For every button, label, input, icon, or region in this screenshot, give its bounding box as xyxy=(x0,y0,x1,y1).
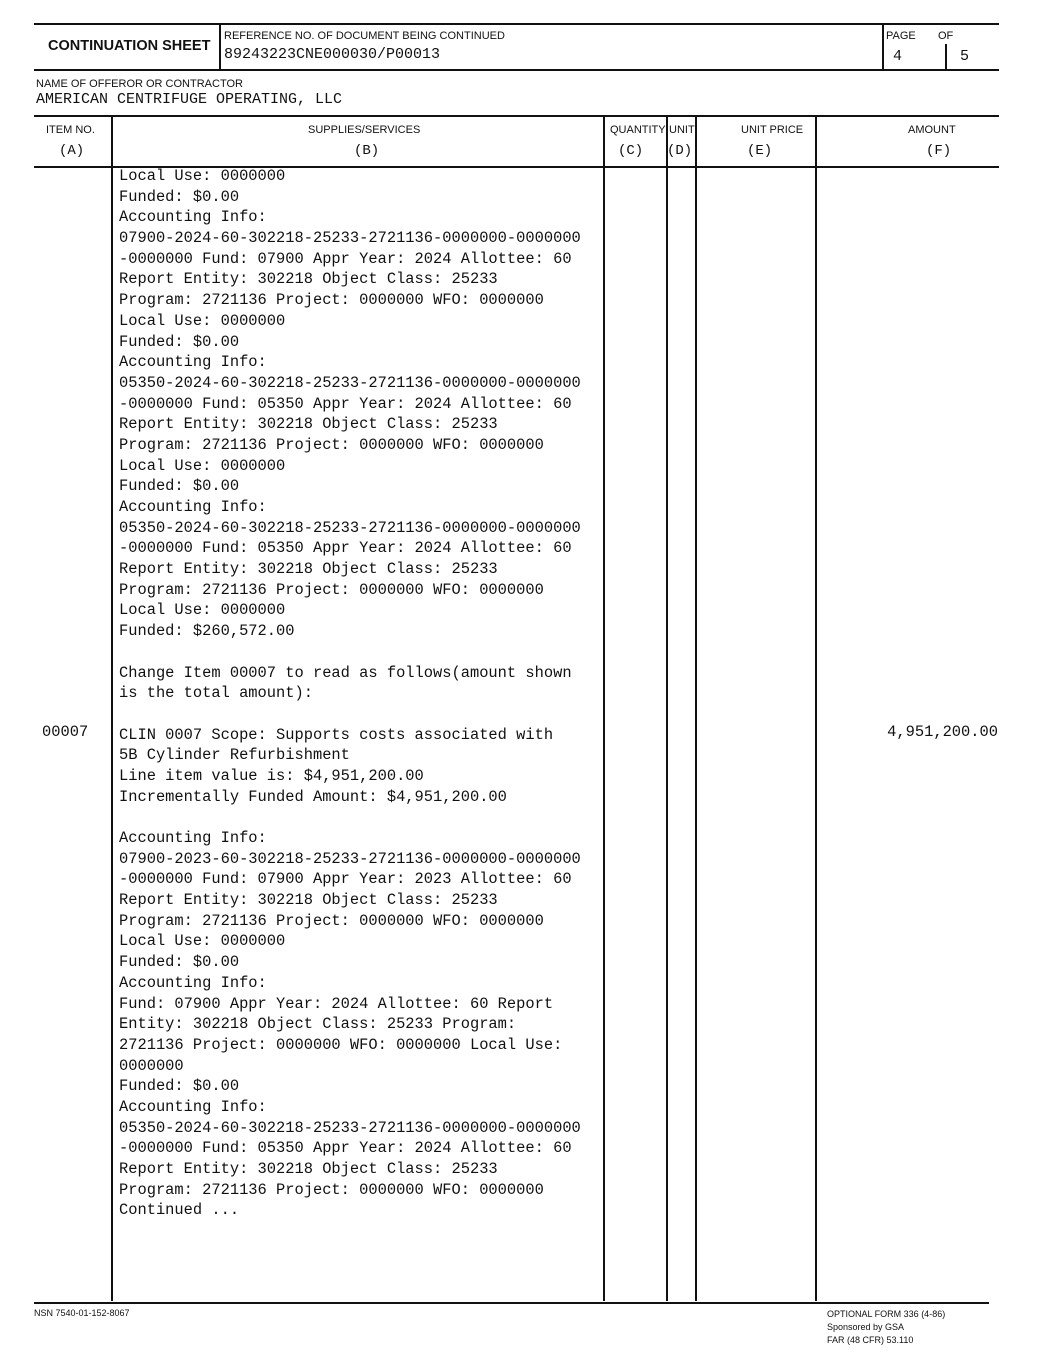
body-line: Funded: $0.00 xyxy=(119,1077,240,1096)
body-line: Funded: $260,572.00 xyxy=(119,622,295,641)
supplies-services-text xyxy=(119,166,581,1221)
body-line: Accounting Info: xyxy=(119,973,267,992)
body-line: Program: 2721136 Project: 0000000 WFO: 0000000 xyxy=(119,580,544,599)
body-line: Local Use: 0000000 xyxy=(119,932,286,951)
reference-number: 89243223CNE000030/P00013 xyxy=(224,46,441,63)
form-sponsor: Sponsored by GSA xyxy=(827,1322,905,1332)
body-line: -0000000 Fund: 05350 Appr Year: 2024 Allottee: 60 xyxy=(119,1139,572,1158)
column-letter-b: (B) xyxy=(354,143,380,159)
body-line: Funded: $0.00 xyxy=(119,332,240,351)
offeror-name: AMERICAN CENTRIFUGE OPERATING, LLC xyxy=(36,91,343,108)
column-letter-d: (D) xyxy=(667,143,693,159)
offeror-label: NAME OF OFFEROR OR CONTRACTOR xyxy=(36,78,243,90)
header-divider-title xyxy=(219,23,221,70)
column-letter-f: (F) xyxy=(926,143,952,159)
body-line: Local Use: 0000000 xyxy=(119,601,286,620)
body-line: -0000000 Fund: 05350 Appr Year: 2024 Allottee: 60 xyxy=(119,394,572,413)
page-label: PAGE xyxy=(886,30,916,42)
body-line: -0000000 Fund: 07900 Appr Year: 2024 Allottee: 60 xyxy=(119,249,572,268)
body-line: is the total amount): xyxy=(119,684,313,703)
page-number: 4 xyxy=(893,48,903,65)
column-header-amount: AMOUNT xyxy=(908,124,956,136)
body-line xyxy=(119,642,581,663)
body-line: Local Use: 0000000 xyxy=(119,167,286,185)
body-line: Program: 2721136 Project: 0000000 WFO: 0000000 xyxy=(119,911,544,930)
column-divider-c-d xyxy=(666,115,668,1301)
column-divider-e-f xyxy=(815,115,817,1301)
column-letter-e: (E) xyxy=(747,143,773,159)
body-line: Program: 2721136 Project: 0000000 WFO: 0000000 xyxy=(119,291,544,310)
body-line: Entity: 302218 Object Class: 25233 Program: xyxy=(119,1015,517,1034)
column-divider-a-b xyxy=(111,115,113,1301)
header-bottom-rule xyxy=(34,69,999,71)
reference-label: REFERENCE NO. OF DOCUMENT BEING CONTINUED xyxy=(224,30,505,42)
form-far-reference: FAR (48 CFR) 53.110 xyxy=(827,1335,914,1345)
body-line: Accounting Info: xyxy=(119,498,267,516)
body-line: 0000000 xyxy=(119,1056,184,1075)
body-line xyxy=(119,704,581,725)
column-header-quantity: QUANTITY xyxy=(610,124,666,136)
of-label: OF xyxy=(938,30,954,42)
body-line: Accounting Info: xyxy=(119,1097,267,1116)
body-line: Funded: $0.00 xyxy=(119,187,240,206)
body-line: Incrementally Funded Amount: $4,951,200.00 xyxy=(119,787,507,806)
header-divider-page xyxy=(882,23,884,70)
body-line: Accounting Info: xyxy=(119,208,267,227)
columns-top-rule xyxy=(34,115,999,117)
body-line: Report Entity: 302218 Object Class: 25233 xyxy=(119,560,498,579)
form-number: OPTIONAL FORM 336 (4-86) xyxy=(827,1309,946,1319)
column-header-unit-price: UNIT PRICE xyxy=(741,124,804,136)
body-line: 05350-2024-60-302218-25233-2721136-0000000-0000000 xyxy=(119,373,581,392)
body-line: 5B Cylinder Refurbishment xyxy=(119,746,350,765)
item-amount: 4,951,200.00 xyxy=(887,723,998,741)
column-letter-a: (A) xyxy=(59,143,85,159)
body-line: Report Entity: 302218 Object Class: 25233 xyxy=(119,270,498,289)
body-line: Accounting Info: xyxy=(119,353,267,372)
column-header-unit: UNIT xyxy=(669,124,695,136)
nsn-number: NSN 7540-01-152-8067 xyxy=(34,1308,130,1318)
body-line: -0000000 Fund: 05350 Appr Year: 2024 Allottee: 60 xyxy=(119,539,572,558)
body-line xyxy=(119,807,581,828)
body-line: 2721136 Project: 0000000 WFO: 0000000 Local Use: xyxy=(119,1035,563,1054)
body-line: Line item value is: $4,951,200.00 xyxy=(119,766,424,785)
body-line: Fund: 07900 Appr Year: 2024 Allottee: 60 Report xyxy=(119,994,554,1013)
column-header-item-no: ITEM NO. xyxy=(46,124,95,136)
body-line: 07900-2023-60-302218-25233-2721136-0000000-0000000 xyxy=(119,849,581,868)
body-line: Change Item 00007 to read as follows(amount shown xyxy=(119,663,572,682)
body-line: 05350-2024-60-302218-25233-2721136-0000000-0000000 xyxy=(119,518,581,537)
body-line: Report Entity: 302218 Object Class: 25233 xyxy=(119,1160,498,1178)
form-title: CONTINUATION SHEET xyxy=(48,38,211,54)
body-line: CLIN 0007 Scope: Supports costs associated with xyxy=(119,725,554,744)
body-line: Report Entity: 302218 Object Class: 25233 xyxy=(119,415,498,434)
column-divider-b-c xyxy=(603,115,605,1301)
item-number: 00007 xyxy=(42,723,89,741)
body-line: Accounting Info: xyxy=(119,829,267,847)
page-total: 5 xyxy=(960,48,970,65)
form-bottom-rule xyxy=(34,1302,989,1304)
column-header-supplies: SUPPLIES/SERVICES xyxy=(308,124,421,136)
header-divider-of xyxy=(945,44,947,69)
body-line: 05350-2024-60-302218-25233-2721136-0000000-0000000 xyxy=(119,1118,581,1137)
column-divider-d-e xyxy=(695,115,697,1301)
body-line: Funded: $0.00 xyxy=(119,953,240,972)
body-line: Continued ... xyxy=(119,1201,240,1220)
body-line: Local Use: 0000000 xyxy=(119,456,286,475)
body-line: Program: 2721136 Project: 0000000 WFO: 0000000 xyxy=(119,435,544,454)
body-line: Report Entity: 302218 Object Class: 25233 xyxy=(119,891,498,910)
body-line: 07900-2024-60-302218-25233-2721136-0000000-0000000 xyxy=(119,229,581,248)
body-line: Funded: $0.00 xyxy=(119,477,240,496)
body-line: -0000000 Fund: 07900 Appr Year: 2023 Allottee: 60 xyxy=(119,870,572,889)
column-letter-c: (C) xyxy=(618,143,644,159)
header-top-rule xyxy=(34,23,999,25)
body-line: Local Use: 0000000 xyxy=(119,311,286,330)
body-line: Program: 2721136 Project: 0000000 WFO: 0000000 xyxy=(119,1180,544,1199)
